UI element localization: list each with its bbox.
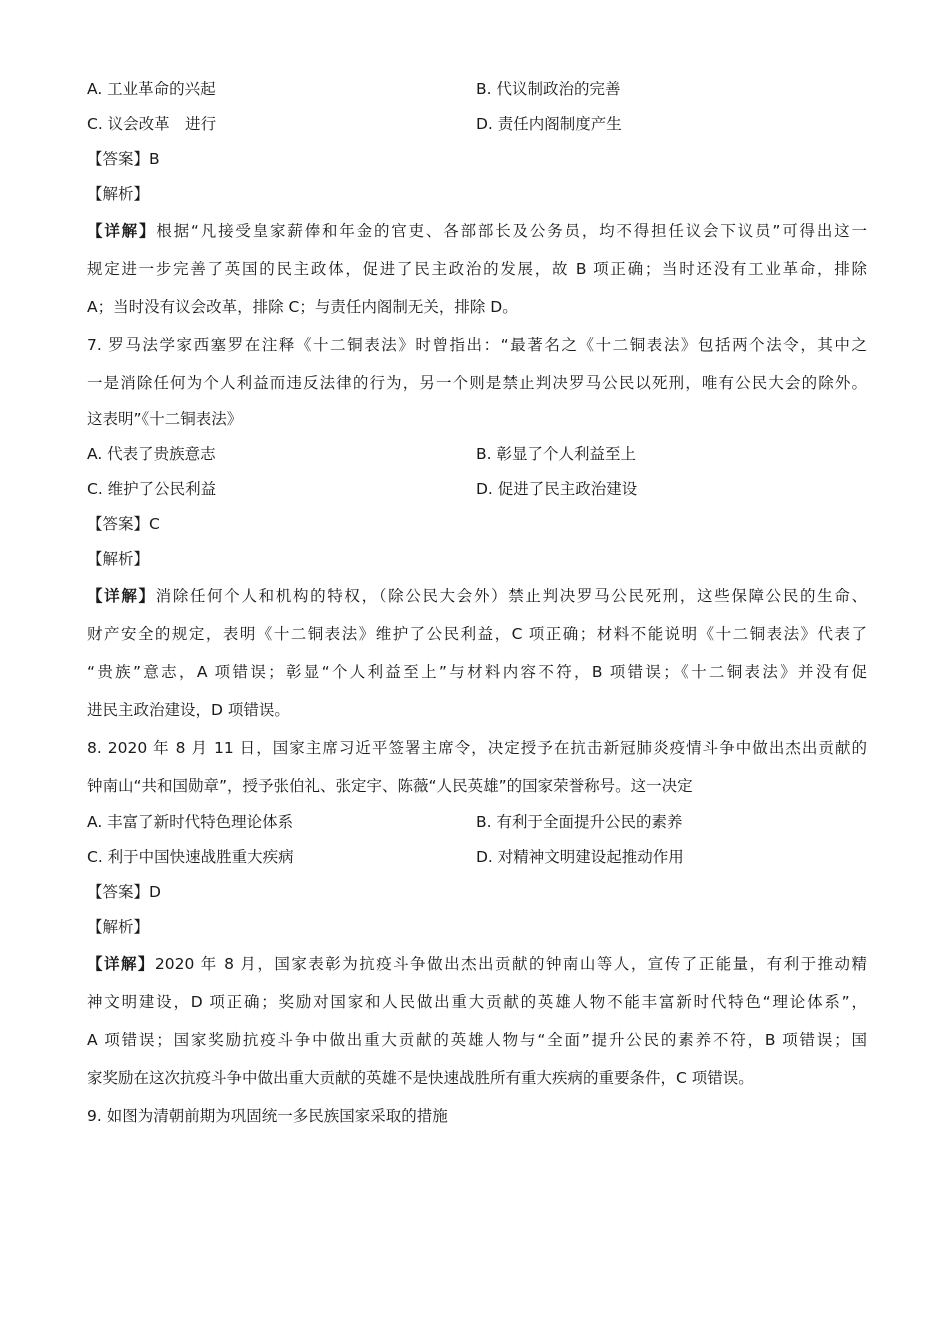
q9-stem-text: 9. 如图为清朝前期为巩固统一多民族国家采取的措施 <box>87 1106 448 1125</box>
q7-stem-line-2 <box>87 364 867 402</box>
q8-analysis-label: 【解析】 <box>87 917 150 936</box>
q8-detail-line-3 <box>87 1021 867 1059</box>
q6-option-b[interactable]: B. 代议制政治的完善 <box>476 80 621 98</box>
q8-stem-text-2: 钟南山“共和国勋章”，授予张伯礼、张定宇、陈薇“人民英雄”的国家荣誉称号。这一决定 <box>87 776 693 795</box>
q6-analysis-label: 【解析】 <box>87 185 150 203</box>
q7-detail-line-4 <box>87 691 867 729</box>
q6-options-row-1 <box>87 72 867 107</box>
q7-option-b[interactable]: B. 彰显了个人利益至上 <box>476 444 636 463</box>
q7-detail-text-3: “贵族”意志，A 项错误；彰显“个人利益至上”与材料内容不符，B 项错误；《十二铜表法》并没有促 <box>87 662 867 681</box>
q7-option-d[interactable]: D. 促进了民主政治建设 <box>476 479 638 498</box>
q7-detail-text-2: 财产安全的规定，表明《十二铜表法》维护了公民利益，C 项正确；材料不能说明《十二铜表法》代表了 <box>87 624 867 643</box>
q8-detail-line-2 <box>87 983 867 1021</box>
q6-detail-text-2: 规定进一步完善了英国的民主政体，促进了民主政治的发展，故 B 项正确；当时还没有工业革命，排除 <box>87 260 867 278</box>
q7-answer-value: C <box>149 514 160 533</box>
q6-options-row-2 <box>87 107 867 142</box>
q8-answer <box>87 875 867 910</box>
q7-detail-line-2 <box>87 615 867 653</box>
q8-detail-line-1 <box>87 945 867 983</box>
q7-stem-line-1 <box>87 326 867 364</box>
q7-answer-label: 【答案】 <box>87 514 150 533</box>
q7-detail-line-3 <box>87 653 867 691</box>
q8-answer-value: D <box>149 882 161 901</box>
q6-detail-label: 【详解】 <box>87 222 157 240</box>
q8-options-row-1 <box>87 805 867 840</box>
q8-stem-line-1 <box>87 729 867 767</box>
q7-option-a[interactable]: A. 代表了贵族意志 <box>87 444 216 463</box>
q8-option-d[interactable]: D. 对精神文明建设起推动作用 <box>476 847 684 866</box>
q7-stem-text-2: 一是消除任何为个人利益而违反法律的行为，另一个则是禁止判决罗马公民以死刑，唯有公民大会的除外。 <box>87 374 867 392</box>
q8-detail-text-2: 神文明建设，D 项正确；奖励对国家和人民做出重大贡献的英雄人物不能丰富新时代特色“理论体系”， <box>87 992 867 1011</box>
q7-stem-text-1: 7. 罗马法学家西塞罗在注释《十二铜表法》时曾指出：“最著名之《十二铜表法》包括两个法令，其中之 <box>87 336 867 354</box>
q8-stem-line-2 <box>87 767 867 805</box>
q7-detail-line-1 <box>87 577 867 615</box>
q6-detail-line-3 <box>87 288 867 326</box>
q7-analysis-label: 【解析】 <box>87 549 150 568</box>
q8-detail-text-4: 家奖励在这次抗疫斗争中做出重大贡献的英雄不是快速战胜所有重大疾病的重要条件，C 项错误。 <box>87 1068 754 1087</box>
q7-stem-text-3: 这表明”《十二铜表法》 <box>87 410 243 428</box>
q6-detail-text-1: 根据“凡接受皇家薪俸和年金的官吏、各部部长及公务员，均不得担任议会下议员”可得出这一 <box>156 222 867 240</box>
q6-detail-line-1 <box>87 212 867 250</box>
q6-option-a[interactable]: A. 工业革命的兴起 <box>87 80 216 98</box>
q8-option-a[interactable]: A. 丰富了新时代特色理论体系 <box>87 812 294 831</box>
q6-detail-line-2 <box>87 250 867 288</box>
q6-detail-text-3: A；当时没有议会改革，排除 C；与责任内阁制无关，排除 D。 <box>87 298 518 316</box>
q6-option-d[interactable]: D. 责任内阁制度产生 <box>476 115 622 133</box>
q7-analysis <box>87 542 867 577</box>
q6-analysis <box>87 177 867 212</box>
q7-detail-text-1: 消除任何个人和机构的特权，（除公民大会外）禁止判决罗马公民死刑，这些保障公民的生命、 <box>155 586 867 605</box>
q6-answer-label: 【答案】 <box>87 150 150 168</box>
q7-answer <box>87 507 867 542</box>
exam-page <box>87 72 867 1135</box>
q9-stem-line-1 <box>87 1097 867 1135</box>
q7-option-c[interactable]: C. 维护了公民利益 <box>87 479 217 498</box>
q8-detail-text-1: 2020 年 8 月，国家表彰为抗疫斗争做出杰出贡献的钟南山等人，宣传了正能量，有利于推动精 <box>154 954 867 973</box>
q7-detail-label: 【详解】 <box>87 586 156 605</box>
q8-detail-line-4 <box>87 1059 867 1097</box>
q8-detail-label: 【详解】 <box>87 954 155 973</box>
q8-options-row-2 <box>87 840 867 875</box>
q7-stem-line-3 <box>87 402 867 437</box>
q8-option-b[interactable]: B. 有利于全面提升公民的素养 <box>476 812 683 831</box>
q8-analysis <box>87 910 867 945</box>
q7-detail-text-4: 进民主政治建设，D 项错误。 <box>87 700 290 719</box>
q8-answer-label: 【答案】 <box>87 882 150 901</box>
q8-stem-text-1: 8. 2020 年 8 月 11 日，国家主席习近平签署主席令，决定授予在抗击新冠肺炎疫情斗争中做出杰出贡献的 <box>87 738 867 757</box>
q8-detail-text-3: A 项错误；国家奖励抗疫斗争中做出重大贡献的英雄人物与“全面”提升公民的素养不符，B 项错误；国 <box>87 1030 867 1049</box>
q7-options-row-1 <box>87 437 867 472</box>
q6-answer <box>87 142 867 177</box>
q6-answer-value: B <box>149 150 160 168</box>
q6-option-c[interactable]: C. 议会改革 进行 <box>87 115 217 133</box>
q8-option-c[interactable]: C. 利于中国快速战胜重大疾病 <box>87 847 294 866</box>
q7-options-row-2 <box>87 472 867 507</box>
